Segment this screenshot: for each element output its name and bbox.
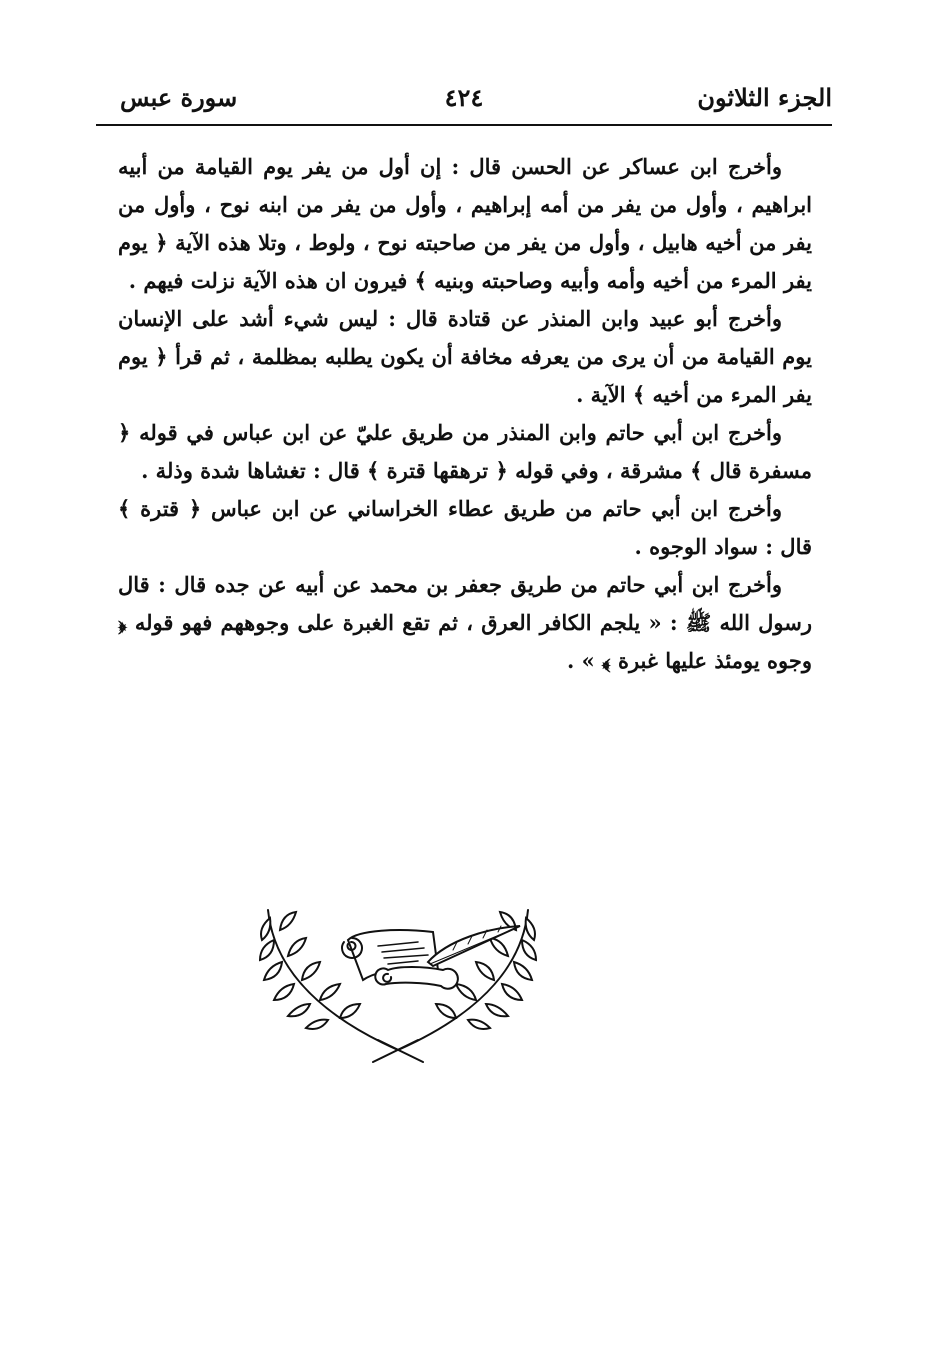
page-body [118,148,812,680]
page-number: ٤٢٤ [444,83,484,112]
paragraph: وأخرج ابن أبي حاتم من طريق جعفر بن محمد عن أبيه عن جده قال : قال رسول الله ﷺ : « يلجم الكافر العرق ، ثم تقع الغبرة على وجوههم فهو قوله ﴿ وجوه يومئذ عليها غبرة ﴾ » . [118,572,812,673]
page-header [96,78,832,122]
surah-title: سورة عبس [120,83,238,112]
paragraph: وأخرج ابن أبي حاتم وابن المنذر من طريق عليّ عن ابن عباس في قوله ﴿ مسفرة قال ﴾ مشرقة ، وفي قوله ﴿ ترهقها قترة ﴾ قال : تغشاها شدة وذلة . [118,420,812,483]
header-rule [96,124,832,126]
scroll-quill-ornament-icon [248,900,548,1065]
paragraph: وأخرج أبو عبيد وابن المنذر عن قتادة قال : ليس شيء أشد على الإنسان يوم القيامة من أن يرى من يعرفه مخافة أن يكون يطلبه بمظلمة ، ثم قرأ ﴿ يوم يفر المرء من أخيه ﴾ الآية . [118,306,812,407]
paragraph: وأخرج ابن عساكر عن الحسن قال : إن أول من يفر يوم القيامة من أبيه ابراهيم ، وأول من يفر من أمه إبراهيم ، وأول من يفر من ابنه نوح ، وأول من يفر من أخيه هابيل ، وأول من يفر من صاحبته نوح ، ولوط ، وتلا هذه الآية ﴿ يوم يفر المرء من أخيه وأمه وأبيه وصاحبته وبنيه ﴾ فيرون ان هذه الآية نزلت فيهم . [118,154,812,293]
part-title: الجزء الثلاثون [697,83,832,112]
paragraph: وأخرج ابن أبي حاتم من طريق عطاء الخراساني عن ابن عباس ﴿ قترة ﴾ قال : سواد الوجوه . [118,496,812,559]
